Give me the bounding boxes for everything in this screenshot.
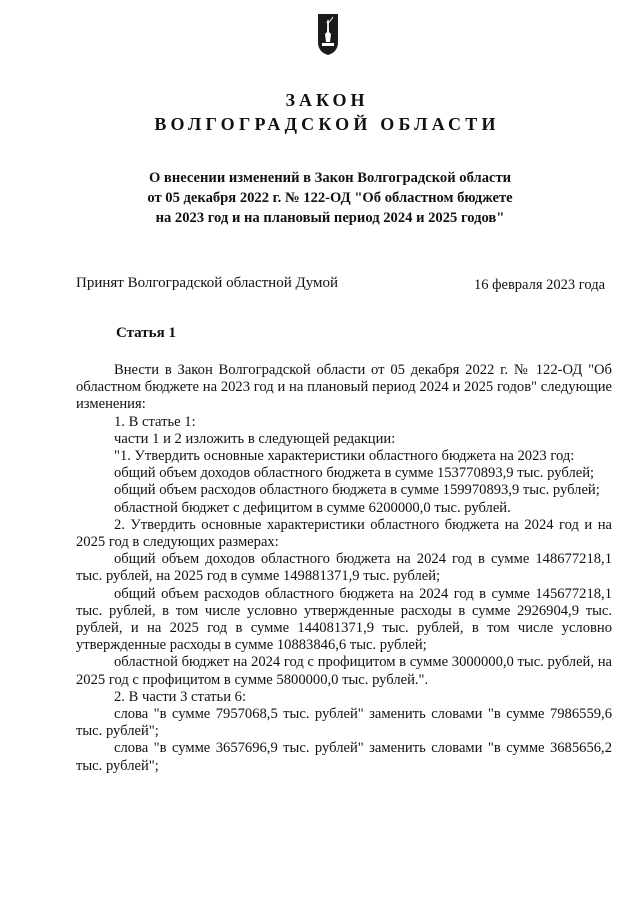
paragraph: общий объем расходов областного бюджета на 2024 год в сумме 145677218,1 тыс. рублей, в том числе условно утвержденные расходы в сумме 2926904,9 тыс. рублей, и на 2025 год в сумме 144081371,9 тыс. рублей, в том числе условно утвержденные расходы в сумме 10883846,6 тыс. рублей; xyxy=(76,585,612,654)
paragraph: 2. Утвердить основные характеристики областного бюджета на 2024 год и на 2025 год в следующих размерах: xyxy=(76,516,612,551)
subtitle-line: на 2023 год и на плановый период 2024 и 2025 годов" xyxy=(155,210,505,226)
coat-of-arms-icon xyxy=(316,12,340,56)
adopted-by: Принят Волгоградской областной Думой xyxy=(76,275,339,291)
paragraph: 2. В части 3 статьи 6: xyxy=(114,688,247,705)
paragraph: общий объем доходов областного бюджета в сумме 153770893,9 тыс. рублей; xyxy=(114,465,595,482)
article-body xyxy=(76,362,612,775)
paragraph: Внести в Закон Волгоградской области от 05 декабря 2022 г. № 122-ОД "Об областном бюджете на 2023 год и на плановый период 2024 и 2025 годов" следующие изменения: xyxy=(76,362,612,413)
law-title: ЗАКОН xyxy=(285,90,369,110)
adoption-date: 16 февраля 2023 года xyxy=(474,277,606,293)
paragraph: слова "в сумме 3657696,9 тыс. рублей" заменить словами "в сумме 3685656,2 тыс. рублей"; xyxy=(76,740,612,774)
paragraph: общий объем расходов областного бюджета в сумме 159970893,9 тыс. рублей; xyxy=(114,482,600,499)
paragraph: 1. В статье 1: xyxy=(114,413,196,430)
paragraph: общий объем доходов областного бюджета на 2024 год в сумме 148677218,1 тыс. рублей, на 2025 год в сумме 149881371,9 тыс. рублей; xyxy=(76,551,612,585)
paragraph: "1. Утвердить основные характеристики областного бюджета на 2023 год: xyxy=(114,448,575,465)
subtitle-line: от 05 декабря 2022 г. № 122-ОД "Об областном бюджете xyxy=(147,190,513,206)
paragraph: областной бюджет на 2024 год с профицитом в сумме 3000000,0 тыс. рублей, на 2025 год с профицитом в сумме 5800000,0 тыс. рублей.". xyxy=(76,654,612,688)
article-heading: Статья 1 xyxy=(116,325,176,341)
region-title: ВОЛГОГРАДСКОЙ ОБЛАСТИ xyxy=(154,114,500,134)
paragraph: областной бюджет с дефицитом в сумме 6200000,0 тыс. рублей. xyxy=(114,499,511,516)
subtitle-line: О внесении изменений в Закон Волгоградской области xyxy=(148,170,512,186)
law-subtitle xyxy=(100,168,560,228)
paragraph: слова "в сумме 7957068,5 тыс. рублей" заменить словами "в сумме 7986559,6 тыс. рублей"; xyxy=(76,706,612,740)
paragraph: части 1 и 2 изложить в следующей редакции: xyxy=(114,430,396,447)
